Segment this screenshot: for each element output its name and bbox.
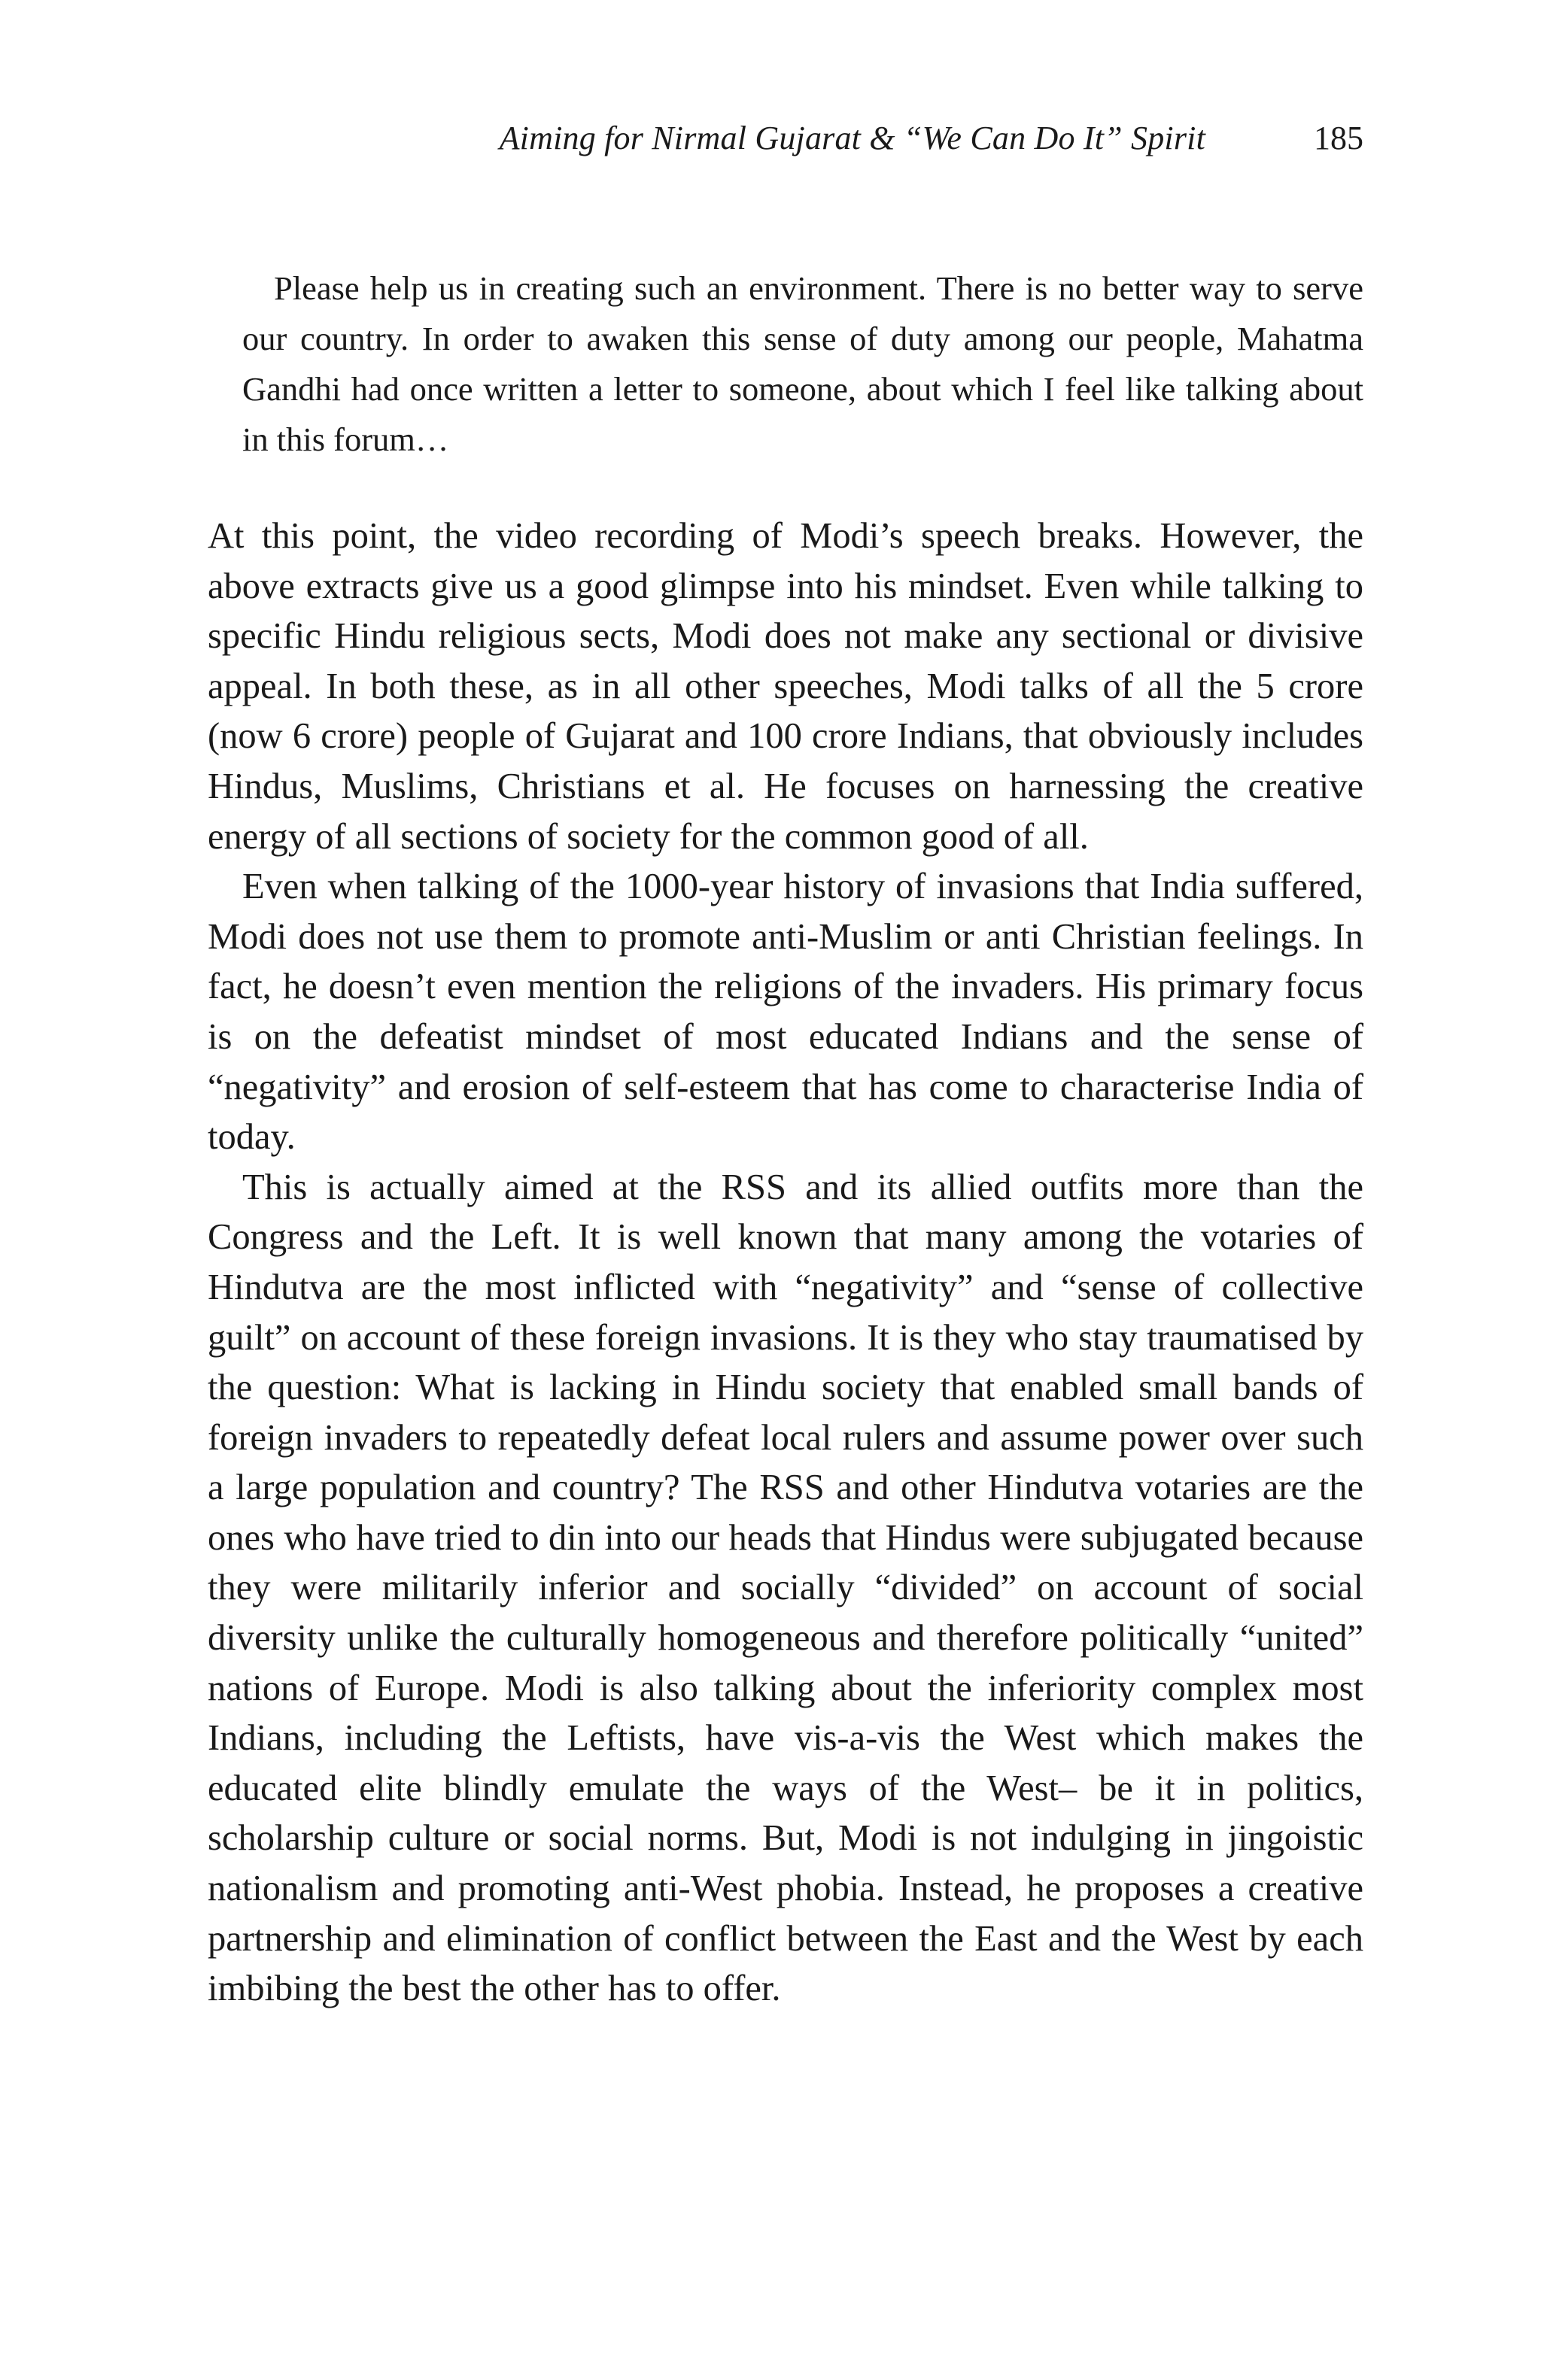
body-text [208, 512, 1363, 2014]
paragraph: Even when talking of the 1000-year history of invasions that India suffered, Modi does not use them to promote anti-Muslim or anti Christian feelings. In fact, he doesn’t even mention the religions of the invaders. His primary focus is on the defeatist mindset of most educated Indians and the sense of “negativity” and erosion of self-esteem that has come to characterise India of today. [208, 867, 1363, 1158]
running-title: Aiming for Nirmal Gujarat & “We Can Do It” Spirit [499, 120, 1205, 156]
page-number: 185 [1314, 120, 1363, 156]
running-header [208, 116, 1363, 161]
paragraph: This is actually aimed at the RSS and its allied outfits more than the Congress and the Left. It is well known that many among the votaries of Hindutva are the most inflicted with “negativity” and “sense of collective guilt” on account of these foreign invasions. It is they who stay traumatised by the question: What is lacking in Hindu society that enabled small bands of foreign invaders to repeatedly defeat local rulers and assume power over such a large population and country? The RSS and other Hindutva votaries are the ones who have tried to din into our heads that Hindus were subjugated because they were militarily inferior and socially “divided” on account of social diversity unlike the culturally homogeneous and therefore politically “united” nations of Europe. Modi is also talking about the inferiority complex most Indians, including the Leftists, have vis-a-vis the West which makes the educated elite blindly emulate the ways of the West– be it in politics, scholarship culture or social norms. But, Modi is not indulging in jingoistic nationalism and promoting anti-West phobia. Instead, he proposes a creative partnership and elimination of conflict between the East and the West by each imbibing the best the other has to offer. [208, 1167, 1363, 2009]
paragraph: At this point, the video recording of Modi’s speech breaks. However, the above extracts give us a good glimpse into his mindset. Even while talking to specific Hindu religious sects, Modi does not make any sectional or divisive appeal. In both these, as in all other speeches, Modi talks of all the 5 crore (now 6 crore) people of Gujarat and 100 crore Indians, that obviously includes Hindus, Muslims, Christians et al. He focuses on harnessing the creative energy of all sections of society for the common good of all. [208, 516, 1363, 857]
block-quote: Please help us in creating such an environment. There is no better way to serve our country. In order to awaken this sense of duty among our people, Mahatma Gandhi had once written a letter to someone, about which I feel like talking about in this forum… [242, 269, 1363, 458]
